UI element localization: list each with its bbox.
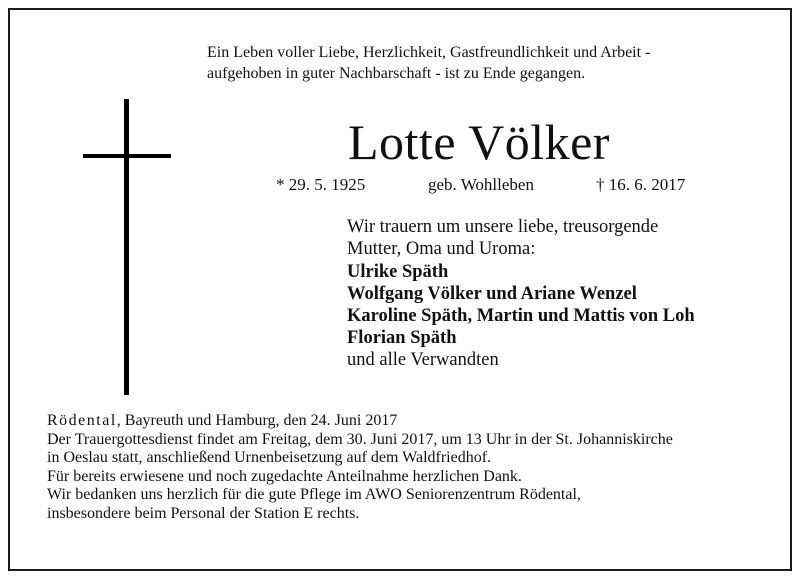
mourning-text [347, 216, 658, 260]
family-member: Ulrike Späth [347, 262, 449, 282]
deceased-name: Lotte Völker [348, 114, 610, 170]
place-word: Rödental [47, 412, 117, 429]
cross-vertical-bar [124, 99, 129, 395]
cross-horizontal-bar [83, 154, 171, 158]
thanks-line: Für bereits erwiesene und noch zugedachte Anteilnahme herzlichen Dank. [47, 467, 522, 485]
maiden-name: geb. Wohlleben [428, 175, 534, 194]
details-block [47, 412, 673, 523]
mourning-line-2: Mutter, Oma und Uroma: [347, 239, 536, 259]
place-date-line [47, 412, 673, 431]
family-member: Wolfgang Völker und Ariane Wenzel [347, 284, 637, 304]
family-member: Karoline Späth, Martin und Mattis von Loh [347, 306, 695, 326]
family-list [347, 261, 695, 371]
intro-line-2: aufgehoben in guter Nachbarschaft - ist zu Ende gegangen. [207, 65, 586, 82]
family-closing: und alle Verwandten [347, 350, 499, 370]
service-line-1: Der Trauergottesdienst findet am Freitag, dem 30. Juni 2017, um 13 Uhr in der St. Johanniskirche [47, 430, 673, 448]
birth-date: * 29. 5. 1925 [276, 175, 366, 194]
care-line-2: insbesondere beim Personal der Station E rechts. [47, 504, 360, 522]
care-line-1: Wir bedanken uns herzlich für die gute Pflege im AWO Seniorenzentrum Rödental, [47, 486, 581, 503]
intro-text [207, 42, 650, 84]
family-member: Florian Späth [347, 328, 457, 348]
service-line-2: in Oeslau statt, anschließend Urnenbeisetzung auf dem Waldfriedhof. [47, 449, 492, 466]
intro-line-1: Ein Leben voller Liebe, Herzlichkeit, Gastfreundlichkeit und Arbeit - [207, 44, 651, 61]
mourning-line-1: Wir trauern um unsere liebe, treusorgende [347, 217, 659, 237]
death-date: † 16. 6. 2017 [596, 175, 686, 194]
place-rest: , Bayreuth und Hamburg, den 24. Juni 2017 [116, 412, 398, 429]
